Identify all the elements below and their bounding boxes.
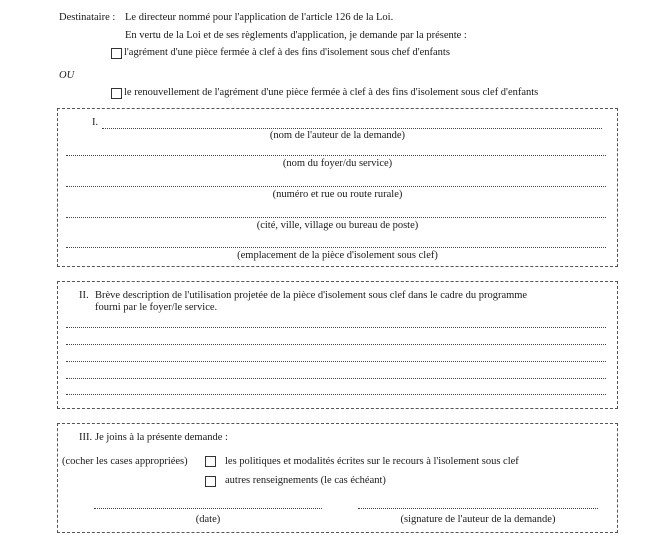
renewal-checkbox[interactable] (111, 88, 122, 99)
other-info-checkbox[interactable] (205, 476, 216, 487)
room-location-caption: (emplacement de la pièce d'isolement sous clef) (237, 250, 438, 261)
street-field[interactable] (66, 186, 606, 187)
signature-caption: (signature de l'auteur de la demande) (400, 514, 556, 525)
policies-label: les politiques et modalités écrites sur le recours à l'isolement sous clef (225, 456, 519, 467)
section-2-text-line2: fourni par le foyer/le service. (95, 302, 218, 313)
section-2-box (57, 281, 618, 409)
date-caption: (date) (195, 514, 221, 525)
description-line[interactable] (66, 361, 606, 362)
approval-label: l'agrément d'une pièce fermée à clef à des fins d'isolement sous chef d'enfants (124, 47, 450, 58)
room-location-field[interactable] (66, 247, 606, 248)
description-line[interactable] (66, 344, 606, 345)
approval-checkbox[interactable] (111, 48, 122, 59)
section-3-box (57, 423, 618, 533)
street-caption: (numéro et rue ou route rurale) (272, 189, 403, 200)
section-1-number: I. (92, 117, 99, 128)
signature-field[interactable] (358, 508, 598, 509)
request-text: En vertu de la Loi et de ses règlements d'application, je demande par la présente : (125, 30, 467, 41)
section-3-number: III. (79, 432, 93, 443)
description-line[interactable] (66, 394, 606, 395)
or-label: OU (59, 70, 75, 81)
applicant-name-caption: (nom de l'auteur de la demande) (269, 130, 406, 141)
facility-name-field[interactable] (66, 155, 606, 156)
description-line[interactable] (66, 378, 606, 379)
section-1-box (57, 108, 618, 267)
other-info-label: autres renseignements (le cas échéant) (225, 475, 386, 486)
renewal-label: le renouvellement de l'agrément d'une pièce fermée à clef à des fins d'isolement sous clef d'enfants (124, 87, 539, 98)
facility-name-caption: (nom du foyer/du service) (282, 158, 393, 169)
description-line[interactable] (66, 327, 606, 328)
recipient-text: Le directeur nommé pour l'application de l'article 126 de la Loi. (125, 12, 394, 23)
policies-checkbox[interactable] (205, 456, 216, 467)
section-3-intro: Je joins à la présente demande : (95, 432, 228, 443)
applicant-name-field[interactable] (102, 128, 602, 129)
city-field[interactable] (66, 217, 606, 218)
section-2-number: II. (79, 290, 89, 301)
check-instruction: (cocher les cases appropriées) (62, 456, 188, 467)
city-caption: (cité, ville, village ou bureau de poste) (256, 220, 419, 231)
recipient-label: Destinataire : (59, 12, 116, 23)
section-2-text-line1: Brève description de l'utilisation projetée de la pièce d'isolement sous clef dans le cadre du programme (95, 290, 528, 301)
date-field[interactable] (94, 508, 322, 509)
